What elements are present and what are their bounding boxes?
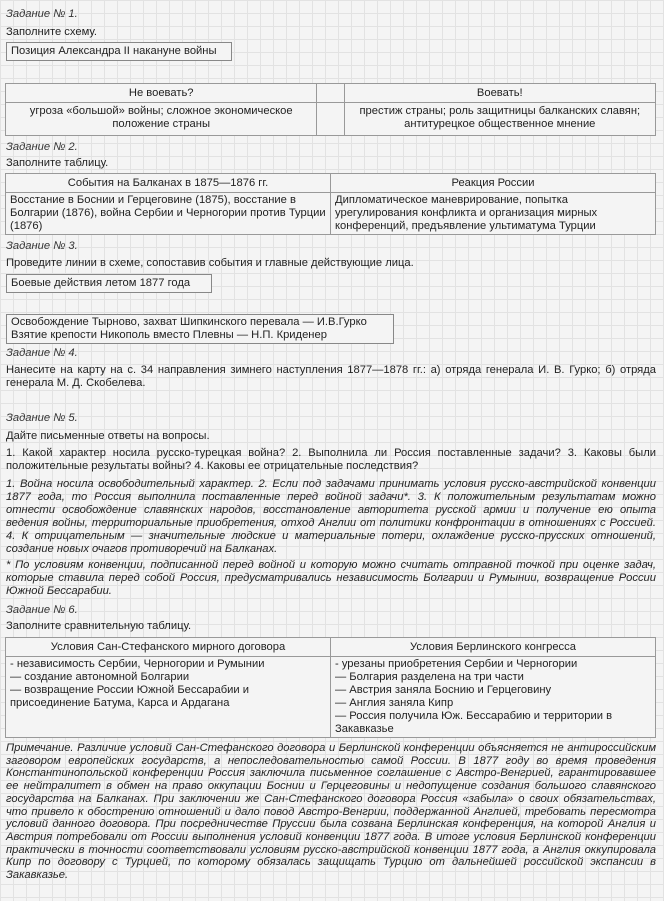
task5-instruction: Дайте письменные ответы на вопросы.	[6, 430, 210, 442]
task2-table	[5, 173, 656, 235]
task6-col1-cell	[6, 657, 331, 738]
task5-footnote: * По условиям конвенции, подписанной перед войной и которую можно считать отправной точкой при оценке задач, которые ставила перед собой Россия, предусматривались независимость Болгарии и Румынии, возвращение России Южной Бессарабии.	[6, 559, 656, 597]
task6-col2-item: — Болгария разделена на три части	[335, 671, 524, 683]
task5-title: Задание № 5.	[6, 412, 78, 424]
task6-note: Примечание. Различие условий Сан-Стефанского договора и Берлинской конференции объясняется не антироссийским заговором европейских государств, а непоследовательностью самой России. В 1877 году во время проведения Константинопольской конференции Россия заключила письменное соглашение с Австро-Венгрией, гарантировавшее ее нейтралитет в обмен на право оккупации Боснии и Герцеговины и недопущение создания большого славянского государства на Балканах. При заключении же Сан-Стефанского договора Россия «забыла» о своих обязательствах, что привело к обострению отношений и дало повод Австро-Венгрии, поддержанной Англией, требовать пересмотра условий данного договора. При посредничестве Пруссии была созвана Берлинская конференция, на которой Англия и Австрия потребовали от России выполнения условий конвенции 1877 года. В итоге условия Берлинской конференции практически в точности соответствовали условиям русско-австрийской конвенции 1877 года, а Англия оккупировала Кипр по договору с Турцией, по которому обязалась защищать Турцию от дальнейшей российской экспансии в Закавказье.	[6, 742, 656, 882]
task6-col2-item: — Англия заняла Кипр	[335, 697, 454, 709]
task3-line2: Взятие крепости Никополь вместо Плевны — Н.П. Криденер	[11, 329, 327, 341]
task1-spacer-cell	[317, 103, 344, 136]
task6-col1-header: Условия Сан-Стефанского мирного договора	[6, 638, 331, 657]
task1-col2-text: престиж страны; роль защитницы балканских славян; антитурецкое общественное мнение	[344, 103, 655, 136]
task2-col1-text: Восстание в Боснии и Герцеговине (1875), восстание в Болгарии (1876), война Сербии и Черногории против Турции (1876)	[6, 193, 331, 235]
task1-col1-header: Не воевать?	[6, 84, 317, 103]
task2-title: Задание № 2.	[6, 141, 78, 153]
task3-instruction: Проведите линии в схеме, сопоставив события и главные действующие лица.	[6, 257, 414, 269]
task6-table	[5, 637, 656, 738]
task3-title: Задание № 3.	[6, 240, 78, 252]
task1-instruction: Заполните схему.	[6, 26, 97, 38]
task5-questions: 1. Какой характер носила русско-турецкая война? 2. Выполнила ли Россия поставленные задачи? 3. Каковы были положительные результаты войны? 4. Каковы ее отрицательные последствия?	[6, 447, 656, 472]
task1-col2-header: Воевать!	[344, 84, 655, 103]
task1-spacer	[317, 84, 344, 103]
task1-box: Позиция Александра II накануне войны	[6, 42, 232, 61]
task6-col2-item: - урезаны приобретения Сербии и Черногории	[335, 658, 578, 670]
task5-answer: 1. Война носила освободительный характер. 2. Если под задачами принимать условия русско-австрийской конвенции 1877 года, то Россия выполнила поставленные перед войной задачи*. 3. К положительным результатам можно отнести освобождение славянских народов, восстановление авторитета русской армии и получение ею опыта ведения войны, территориальные приобретения, отход Англии от политики конфронтации в отношениях с Россией. 4. К отрицательным — значительные людские и материальные потери, охлаждение русско-прусских отношений, создание новых очагов противоречий на Балканах.	[6, 478, 656, 555]
task1-title: Задание № 1.	[6, 8, 78, 20]
task3-match-box	[6, 314, 394, 344]
task6-col2-header: Условия Берлинского конгресса	[331, 638, 656, 657]
task4-title: Задание № 4.	[6, 347, 78, 359]
task6-col2-item: — Австрия заняла Боснию и Герцеговину	[335, 684, 552, 696]
task4-text: Нанесите на карту на с. 34 направления зимнего наступления 1877—1878 гг.: а) отряда генерала И. В. Гурко; б) отряда генерала М. Д. Скобелева.	[6, 364, 656, 389]
task6-col2-cell	[331, 657, 656, 738]
task6-col1-item: — возвращение России Южной Бессарабии и присоединение Батума, Карса и Ардагана	[10, 684, 249, 709]
task1-table	[5, 83, 656, 136]
task2-col2-header: Реакция России	[331, 174, 656, 193]
task6-title: Задание № 6.	[6, 604, 78, 616]
task3-line1: Освобождение Тырново, захват Шипкинского перевала — И.В.Гурко	[11, 316, 367, 328]
task1-col1-text: угроза «большой» войны; сложное экономическое положение страны	[6, 103, 317, 136]
task6-instruction: Заполните сравнительную таблицу.	[6, 620, 192, 632]
task2-col1-header: События на Балканах в 1875—1876 гг.	[6, 174, 331, 193]
task6-col1-item: — создание автономной Болгарии	[10, 671, 190, 683]
task3-box: Боевые действия летом 1877 года	[6, 274, 212, 293]
task2-col2-text: Дипломатическое маневрирование, попытка урегулирования конфликта и организация мирных конференций, предъявление ультиматума Турции	[331, 193, 656, 235]
task6-col1-item: - независимость Сербии, Черногории и Румынии	[10, 658, 265, 670]
task6-col2-item: — Россия получила Юж. Бессарабию и территории в Закавказье	[335, 710, 613, 735]
task2-instruction: Заполните таблицу.	[6, 157, 109, 169]
